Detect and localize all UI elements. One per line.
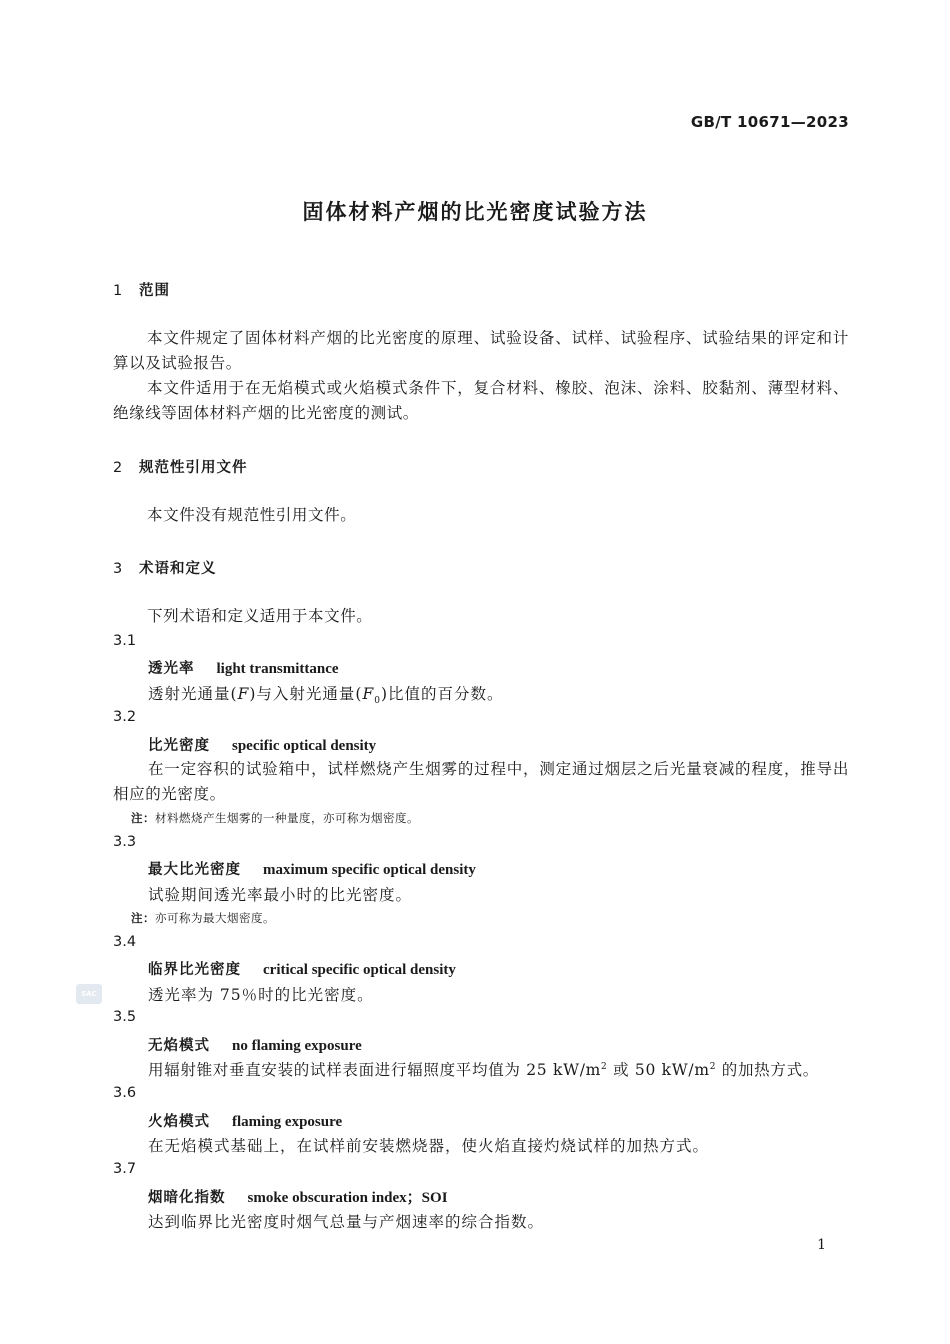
def-text: 的加热方式。 xyxy=(716,1061,819,1079)
section-number: 1 xyxy=(113,283,124,299)
section-title: 范围 xyxy=(139,283,170,299)
term-zh: 比光密度 xyxy=(148,738,210,754)
page-number: 1 xyxy=(817,1237,826,1253)
section-number: 3 xyxy=(113,561,124,577)
def-text: 或 50 kW/m xyxy=(607,1061,710,1079)
term-en: no flaming exposure xyxy=(232,1038,362,1054)
term-en: specific optical density xyxy=(232,738,377,754)
term-en: critical specific optical density xyxy=(263,962,456,978)
def-text: )与入射光通量( xyxy=(249,685,363,703)
scope-paragraph-1: 本文件规定了固体材料产烟的比光密度的原理、试验设备、试样、试验程序、试验结果的评定和计算以及试验报告。 xyxy=(113,329,849,372)
term-note xyxy=(131,910,275,926)
note-text: 材料燃烧产生烟雾的一种量度，亦可称为烟密度。 xyxy=(155,811,419,825)
term-number: 3.4 xyxy=(113,934,137,950)
standard-number: GB/T 10671—2023 xyxy=(690,113,849,131)
term-definition: 试验期间透光率最小时的比光密度。 xyxy=(148,886,413,904)
term-heading xyxy=(148,734,376,755)
term-definition: 在无焰模式基础上，在试样前安装燃烧器，使火焰直接灼烧试样的加热方式。 xyxy=(148,1137,710,1155)
term-heading xyxy=(148,858,476,879)
def-variable: F xyxy=(237,685,250,703)
section-title: 规范性引用文件 xyxy=(139,460,248,476)
term-definition xyxy=(148,1058,819,1080)
section-heading-normative xyxy=(113,456,248,477)
watermark-logo: SAC xyxy=(76,984,102,1004)
term-number: 3.3 xyxy=(113,834,137,850)
term-heading xyxy=(148,958,456,979)
def-variable: F xyxy=(362,685,375,703)
term-heading xyxy=(148,657,339,678)
term-heading xyxy=(148,1034,362,1055)
note-text: 亦可称为最大烟密度。 xyxy=(155,911,275,925)
def-subscript: 0 xyxy=(374,696,381,707)
term-definition: 透光率为 75％时的比光密度。 xyxy=(148,986,374,1004)
term-zh: 临界比光密度 xyxy=(148,962,241,978)
def-superscript: 2 xyxy=(709,1061,717,1072)
def-text: 透射光通量( xyxy=(148,685,238,703)
normative-paragraph: 本文件没有规范性引用文件。 xyxy=(147,506,357,524)
note-label: 注： xyxy=(131,911,155,925)
term-definition: 达到临界比光密度时烟气总量与产烟速率的综合指数。 xyxy=(148,1213,545,1231)
term-number: 3.1 xyxy=(113,633,137,649)
term-zh: 无焰模式 xyxy=(148,1038,210,1054)
def-superscript: 2 xyxy=(601,1061,608,1072)
def-text: 用辐射锥对垂直安装的试样表面进行辐照度平均值为 25 kW/m xyxy=(148,1061,602,1079)
term-zh: 烟暗化指数 xyxy=(148,1190,226,1206)
term-definition xyxy=(148,682,504,706)
term-zh: 最大比光密度 xyxy=(148,862,241,878)
section-heading-terms xyxy=(113,557,217,578)
note-label: 注： xyxy=(131,811,155,825)
term-number: 3.2 xyxy=(113,709,137,725)
term-zh: 透光率 xyxy=(148,661,195,677)
term-en: maximum specific optical density xyxy=(263,862,476,878)
terms-intro: 下列术语和定义适用于本文件。 xyxy=(147,607,373,625)
document-title: 固体材料产烟的比光密度试验方法 xyxy=(302,200,648,224)
scope-paragraph-2: 本文件适用于在无焰模式或火焰模式条件下，复合材料、橡胶、泡沫、涂料、胶黏剂、薄型材料、绝缘线等固体材料产烟的比光密度的测试。 xyxy=(113,379,849,422)
term-zh: 火焰模式 xyxy=(148,1114,210,1130)
term-definition: 在一定容积的试验箱中，试样燃烧产生烟雾的过程中，测定通过烟层之后光量衰减的程度，推导出相应的光密度。 xyxy=(113,760,849,803)
term-heading xyxy=(148,1110,342,1131)
section-number: 2 xyxy=(113,460,124,476)
term-heading xyxy=(148,1186,448,1207)
term-en: flaming exposure xyxy=(232,1114,343,1130)
term-number: 3.5 xyxy=(113,1009,137,1025)
section-title: 术语和定义 xyxy=(139,561,217,577)
section-heading-scope xyxy=(113,279,170,300)
term-number: 3.7 xyxy=(113,1161,137,1177)
term-en: smoke obscuration index；SOI xyxy=(247,1190,448,1206)
term-number: 3.6 xyxy=(113,1085,137,1101)
term-en: light transmittance xyxy=(216,661,339,677)
term-note xyxy=(131,810,419,826)
def-text: )比值的百分数。 xyxy=(380,685,504,703)
